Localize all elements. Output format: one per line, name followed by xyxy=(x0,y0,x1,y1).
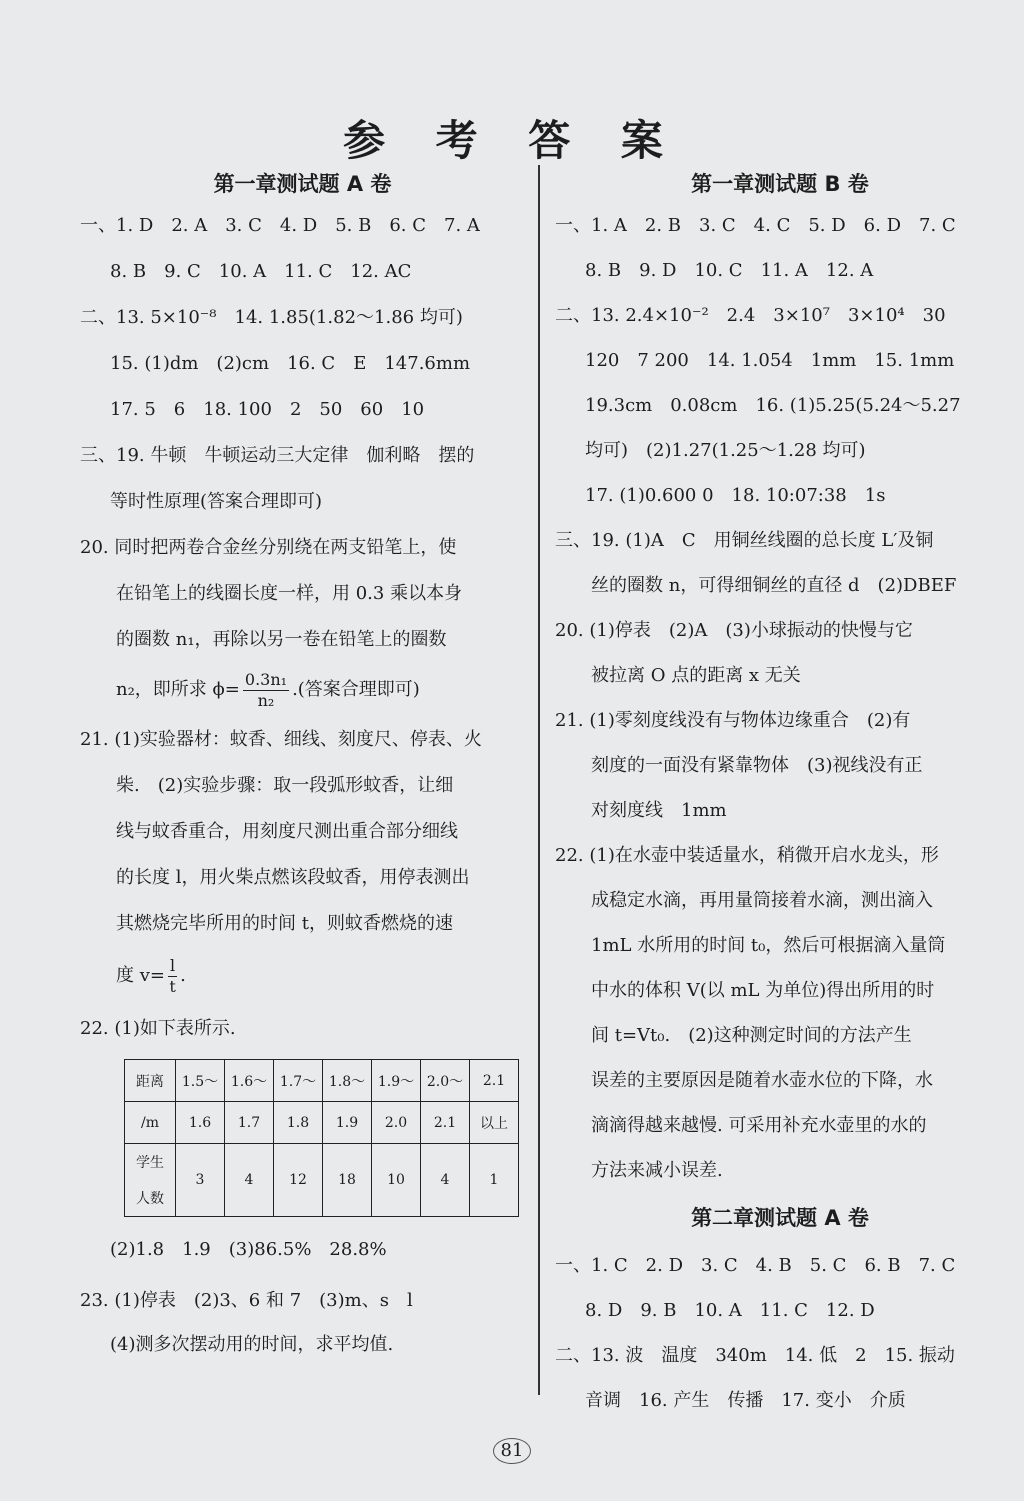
answer-line: 一、1. A 2. B 3. C 4. C 5. D 6. D 7. C xyxy=(555,215,956,236)
answer-line: 中水的体积 V(以 mL 为单位)得出所用的时 xyxy=(591,980,935,1001)
table-cell: 2.0 xyxy=(372,1102,421,1144)
answer-line: 8. B 9. D 10. C 11. A 12. A xyxy=(585,260,874,281)
answer-line: 19.3cm 0.08cm 16. (1)5.25(5.24～5.27 xyxy=(585,395,961,416)
answer-line: 间 t=Vt₀. (2)这种测定时间的方法产生 xyxy=(591,1025,912,1046)
distance-table xyxy=(124,1059,519,1217)
answer-line: 二、13. 2.4×10⁻² 2.4 3×10⁷ 3×10⁴ 30 xyxy=(555,305,946,326)
table-cell: 4 xyxy=(225,1144,274,1217)
answer-line: 20. (1)停表 (2)A (3)小球振动的快慢与它 xyxy=(555,620,913,641)
answer-line: 22. (1)在水壶中装适量水，稍微开启水龙头，形 xyxy=(555,845,939,866)
answer-line: 17. 5 6 18. 100 2 50 60 10 xyxy=(110,399,425,420)
fraction-denominator: n₂ xyxy=(257,690,275,710)
fraction-numerator: 0.3n₁ xyxy=(244,669,288,689)
answer-line: 21. (1)零刻度线没有与物体边缘重合 (2)有 xyxy=(555,710,911,731)
answer-line: 滴滴得越来越慢. 可采用补充水壶里的水的 xyxy=(591,1115,927,1136)
answer-line: 二、13. 5×10⁻⁸ 14. 1.85(1.82～1.86 均可) xyxy=(80,307,463,328)
answer-line: 被拉离 O 点的距离 x 无关 xyxy=(591,665,801,686)
table-cell: 1.7 xyxy=(225,1102,274,1144)
table-cell: 1.7～ xyxy=(274,1060,323,1102)
answer-line: 刻度的一面没有紧靠物体 (3)视线没有正 xyxy=(591,755,923,776)
answer-line: 22. (1)如下表所示. xyxy=(80,1018,236,1039)
answer-line: 的长度 l，用火柴点燃该段蚊香，用停表测出 xyxy=(116,867,470,888)
section-title-ch1-b: 第一章测试题 B 卷 xyxy=(691,172,869,196)
page-title: 参 考 答 案 xyxy=(343,116,681,165)
page-number xyxy=(0,1438,1024,1464)
answer-line: 15. (1)dm (2)cm 16. C E 147.6mm xyxy=(110,353,471,374)
page-number-text: 81 xyxy=(493,1438,531,1464)
fraction-denominator: t xyxy=(169,976,176,996)
answer-line: 三、19. 牛顿 牛顿运动三大定律 伽利略 摆的 xyxy=(80,445,475,466)
answer-line: 一、1. C 2. D 3. C 4. B 5. C 6. B 7. C xyxy=(555,1255,956,1276)
table-header-cell xyxy=(125,1144,176,1181)
table-cell: 18 xyxy=(323,1144,372,1217)
table-cell: 1.5～ xyxy=(176,1060,225,1102)
table-cell: 12 xyxy=(274,1144,323,1217)
right-column xyxy=(555,165,1005,1423)
table-cell: 2.1 xyxy=(421,1102,470,1144)
text: 度 v= xyxy=(116,965,165,986)
table-cell: 1.6～ xyxy=(225,1060,274,1102)
section-title-ch2-a: 第二章测试题 A 卷 xyxy=(691,1206,869,1230)
answer-line: 柴. (2)实验步骤：取一段弧形蚊香，让细 xyxy=(116,775,454,796)
answer-line-fraction xyxy=(80,947,525,1005)
answer-line: 丝的圈数 n，可得细铜丝的直径 d (2)DBEF xyxy=(591,575,957,596)
fraction xyxy=(168,956,177,997)
table-cell: 1.6 xyxy=(176,1102,225,1144)
answer-line: 方法来减小误差. xyxy=(591,1160,723,1181)
answer-line: 对刻度线 1mm xyxy=(591,800,727,821)
section-title-ch1-a: 第一章测试题 A 卷 xyxy=(213,172,392,196)
answer-line: 20. 同时把两卷合金丝分别绕在两支铅笔上，使 xyxy=(80,537,457,558)
answer-line: 均可) (2)1.27(1.25～1.28 均可) xyxy=(585,440,866,461)
table-cell: 2.0～ xyxy=(421,1060,470,1102)
table-header-cell: /m xyxy=(125,1102,176,1144)
table-cell: 1 xyxy=(470,1144,519,1217)
answer-line: 误差的主要原因是随着水壶水位的下降，水 xyxy=(591,1070,933,1091)
answer-line: 17. (1)0.600 0 18. 10:07:38 1s xyxy=(585,485,886,506)
text: 人数 xyxy=(136,1191,164,1207)
answer-line: (2)1.8 1.9 (3)86.5% 28.8% xyxy=(110,1239,387,1260)
answer-line: 120 7 200 14. 1.054 1mm 15. 1mm xyxy=(585,350,955,371)
table-header-cell: 距离 xyxy=(125,1060,176,1102)
answer-line: 的圈数 n₁，再除以另一卷在铅笔上的圈数 xyxy=(116,629,447,650)
answer-line: 8. D 9. B 10. A 11. C 12. D xyxy=(585,1300,875,1321)
answer-line: 1mL 水所用的时间 t₀，然后可根据滴入量筒 xyxy=(591,935,946,956)
answer-line: 成稳定水滴，再用量筒接着水滴，测出滴入 xyxy=(591,890,933,911)
table-header-cell xyxy=(125,1180,176,1217)
fraction-numerator: l xyxy=(169,955,176,975)
answer-line: 其燃烧完毕所用的时间 t，则蚊香燃烧的速 xyxy=(116,913,453,934)
answer-line: 23. (1)停表 (2)3、6 和 7 (3)m、s l xyxy=(80,1290,413,1311)
table-cell: 以上 xyxy=(470,1102,519,1144)
table-cell: 1.8 xyxy=(274,1102,323,1144)
answer-line: 二、13. 波 温度 340m 14. 低 2 15. 振动 xyxy=(555,1345,955,1366)
answer-line: 21. (1)实验器材：蚊香、细线、刻度尺、停表、火 xyxy=(80,729,482,750)
answer-line: 音调 16. 产生 传播 17. 变小 介质 xyxy=(585,1390,906,1411)
table-cell: 1.8～ xyxy=(323,1060,372,1102)
text: .(答案合理即可) xyxy=(292,679,420,700)
answer-line: 等时性原理(答案合理即可) xyxy=(110,491,323,512)
answer-line: (4)测多次摆动用的时间，求平均值. xyxy=(110,1334,394,1355)
text: . xyxy=(180,965,186,986)
table-cell: 1.9～ xyxy=(372,1060,421,1102)
text: n₂，即所求 ϕ= xyxy=(116,679,240,700)
fraction xyxy=(243,670,289,711)
table-cell: 2.1 xyxy=(470,1060,519,1102)
left-column xyxy=(80,165,525,1365)
answer-line: 8. B 9. C 10. A 11. C 12. AC xyxy=(110,261,412,282)
column-divider xyxy=(538,165,540,1395)
table-cell: 10 xyxy=(372,1144,421,1217)
table-cell: 3 xyxy=(176,1144,225,1217)
answer-line: 线与蚊香重合，用刻度尺测出重合部分细线 xyxy=(116,821,458,842)
text: 学生 xyxy=(136,1155,164,1171)
answer-line: 三、19. (1)A C 用铜丝线圈的总长度 L′及铜 xyxy=(555,530,934,551)
table-cell: 4 xyxy=(421,1144,470,1217)
answer-line: 一、1. D 2. A 3. C 4. D 5. B 6. C 7. A xyxy=(80,215,480,236)
answer-line-fraction xyxy=(80,663,525,717)
answer-line: 在铅笔上的线圈长度一样，用 0.3 乘以本身 xyxy=(116,583,463,604)
table-cell: 1.9 xyxy=(323,1102,372,1144)
